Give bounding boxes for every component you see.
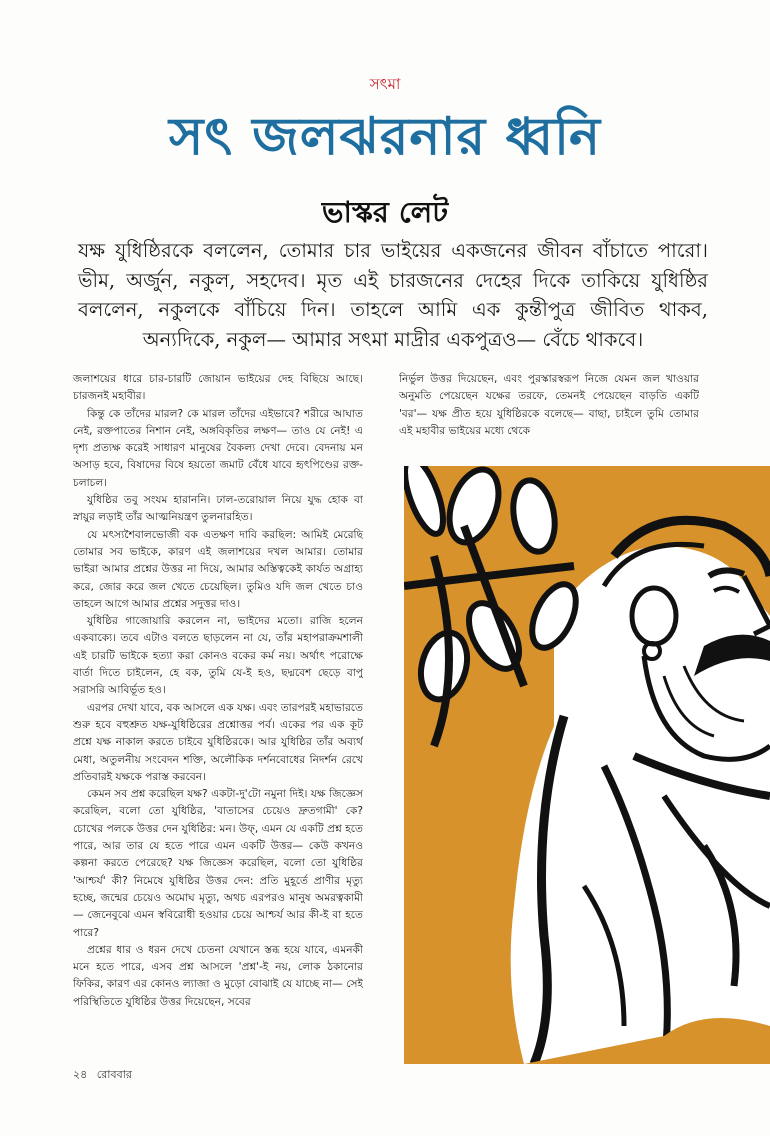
body-paragraph: যুধিষ্ঠির তবু সংযম হারাননি। ঢাল-তরোয়াল নিয়ে যুদ্ধ হোক বা স্নায়ুর লড়াই তাঁর আত্মনিয়ন্ত্রণ তুলনারহিত।: [73, 494, 363, 524]
body-paragraph: যুধিষ্ঠির গাজোয়ারি করলেন না, ভাইদের মতো। রাজি হলেন একবাক্যে। তবে এটাও বলতে ছাড়লেন না যে, তাঁর মহাপরাক্রমশালী এই চারটি ভাইকে হত্যা করা কোনও বকের কর্ম নয়। অর্থাৎ পরোক্ষে বার্তা দিতে চাইলেন, হে বক, তুমি যে-ই হও, ছদ্মবেশ ছেড়ে বাপু সরাসরি আবির্ভূত হও।: [73, 615, 363, 697]
page-number: ২৪: [73, 1068, 88, 1081]
page-footer: [73, 1066, 138, 1085]
yudhishthira-illustration: [404, 466, 770, 1064]
publication-name: রোববার: [96, 1068, 132, 1081]
body-column-right: [399, 371, 699, 451]
article-author: ভাস্কর লেট: [321, 195, 449, 229]
body-paragraph: কেমন সব প্রশ্ন করেছিল যক্ষ? একটা-দু'টো নমুনা দিই। যক্ষ জিজ্ঞেস করেছিল, বলো তো যুধিষ্ঠির, 'বাতাসের চেয়েও দ্রুতগামী' কে? চোখের পলকে উত্তর দেন যুধিষ্ঠির: মন। উফ্‌, এমন যে একটি প্রশ্ন হতে পারে, আর তার যে হতে পারে এমন একটি উত্তর— কেউ কখনও কল্পনা করতে পেরেছে? যক্ষ জিজ্ঞেস করেছিল, বলো তো যুধিষ্ঠির 'আশ্চর্য' কী? নিমেষে যুধিষ্ঠির উত্তর দেন: প্রতি মুহূর্তে প্রাণীর মৃত্যু হচ্ছে, জন্মের চেয়েও অমোঘ মৃত্যু, অথচ এরপরও মানুষ অমরত্বকামী— জেনেবুঝে এমন স্ববিরোধী হওয়ার চেয়ে আশ্চর্য আর কী-ই বা হতে পারে?: [73, 788, 363, 939]
body-paragraph: এরপর দেখা যাবে, বক আসলে এক যক্ষ। এবং তারপরই মহাভারতে শুরু হবে বহুশ্রুত যক্ষ-যুধিষ্ঠিরের প্রশ্নোত্তর পর্ব। একের পর এক কূট প্রশ্নে যক্ষ নাকাল করতে চাইবে যুধিষ্ঠিরকে। আর যুধিষ্ঠির তাঁর অব্যর্থ মেধা, অতুলনীয় সংবেদন শক্তি, অলৌকিক দর্শনবোধের নিদর্শন রেখে প্রতিবারই যক্ষকে পরাস্ত করবেন।: [73, 701, 363, 783]
body-paragraph: নির্ভুল উত্তর দিয়েছেন, এবং পুরস্কারস্বরূপ নিজে যেমন জল খাওয়ার অনুমতি পেয়েছেন যক্ষের তরফে, তেমনই পেয়েছেন বাড়তি একটি 'বর'— যক্ষ প্রীত হয়ে যুধিষ্ঠিরকে বলেছে— বাছা, চাইলে তুমি তোমার এই মহাবীর ভাইয়ের মধ্যে থেকে: [399, 373, 699, 437]
body-column-left: [73, 371, 363, 1057]
article-title: সৎ জলঝরনার ধ্বনি: [168, 106, 602, 167]
body-paragraph: কিন্তু কে তাঁদের মারল? কে মারল তাঁদের এইভাবে? শরীরে আঘাত নেই, রক্তপাতের নিশান নেই, অঙ্গবিকৃতির লক্ষণ— তাও যে নেই! এ দৃশ্য প্রত্যক্ষ করেই সাধারণ মানুষের বৈকল্য দেখা দেবে। বেদনায় মন অসাড় হবে, বিষাদের বিষে হয়তো জমাট বেঁধে যাবে হৃৎপিণ্ডের রক্ত-চলাচল।: [73, 407, 363, 489]
section-kicker: সৎমা: [369, 75, 401, 93]
illustration-drawing: [404, 466, 770, 1064]
body-paragraph: প্রশ্নের ধার ও ধরন দেখে চেতনা যেখানে স্তব্ধ হয়ে যাবে, এমনকী মনে হতে পারে, এসব প্রশ্ন আসলে 'প্রশ্ন'-ই নয়, লোক ঠকানোর ফিকির, কারণ এর কোনও ল্যাজা ও মুড়ো বোঝাই যে যাচ্ছে না— সেই পরিস্থিতিতে যুধিষ্ঠির উত্তর দিয়েছেন, সবের: [73, 943, 363, 1008]
body-paragraph: যে মৎস্যশৈবালভোজী বক এতক্ষণ দাবি করছিল: আমিই মেরেছি তোমার সব ভাইকে, কারণ এই জলাশয়ের দখল আমার। তোমার ভাইরা আমার প্রশ্নের উত্তর না দিয়ে, আমার অস্তিত্বকেই কার্যত অগ্রাহ্য করে, জোর করে জল খেতে চেয়েছিল। তুমিও যদি জল খেতে চাও তাহলে আগে আমার প্রশ্নের সদুত্তর দাও।: [73, 528, 363, 610]
body-paragraph: জলাশয়ের ধারে চার-চারটি জোয়ান ভাইয়ের দেহ বিছিয়ে আছে। চারজনই মহাবীর।: [73, 373, 363, 403]
intro-standfirst: যক্ষ যুধিষ্ঠিরকে বললেন, তোমার চার ভাইয়ের একজনের জীবন বাঁচাতে পারো। ভীম, অর্জুন, নকুল, সহদেব। মৃত এই চারজনের দেহের দিকে তাকিয়ে যুধিষ্ঠির বললেন, নকুলকে বাঁচিয়ে দিন। তাহলে আমি এক কুন্তীপুত্র জীবিত থাকব, অন্যদিকে, নকুল— আমার সৎমা মাদ্রীর একপুত্রও— বেঁচে থাকবে।: [78, 239, 708, 351]
